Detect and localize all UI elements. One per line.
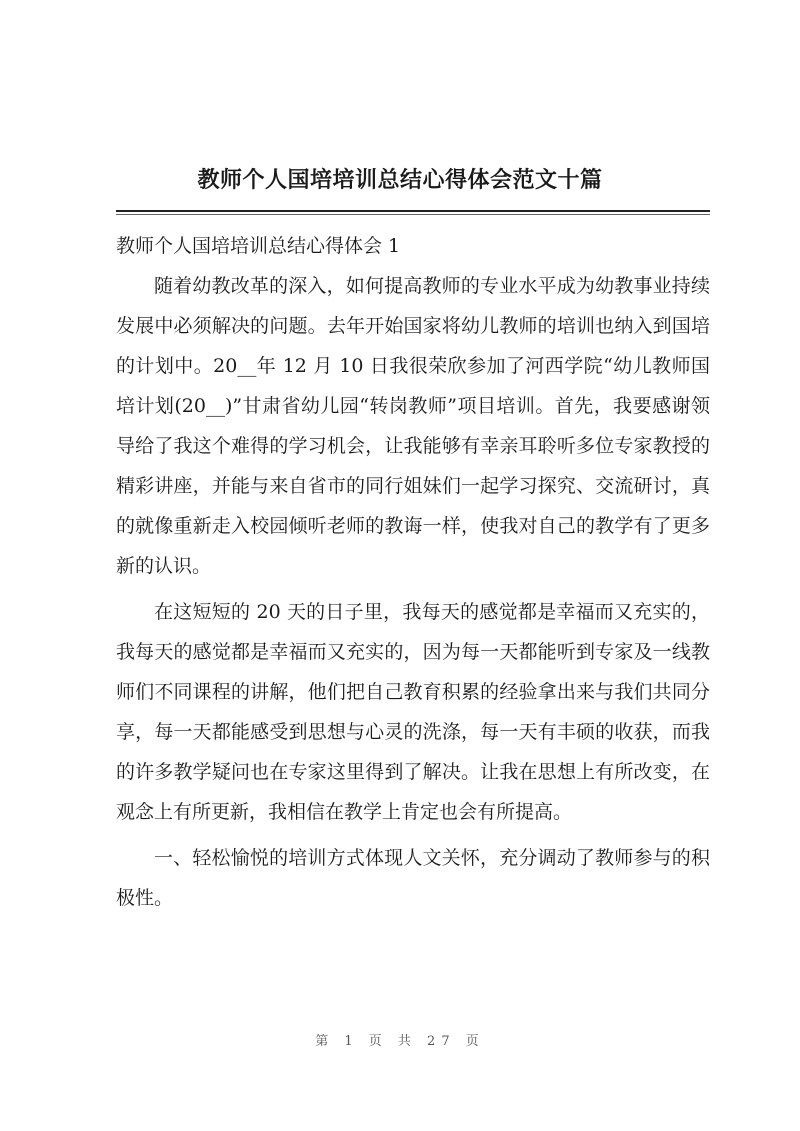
document-title: 教师个人国培培训总结心得体会范文十篇 bbox=[197, 167, 603, 193]
paragraph: 一、轻松愉悦的培训方式体现人文关怀，充分调动了教师参与的积极性。 bbox=[116, 847, 710, 909]
paragraph: 在这短短的 20 天的日子里，我每天的感觉都是幸福而又充实的，我每天的感觉都是幸福而又充实的，因为每一天都能听到专家及一线教师们不同课程的讲解，他们把自己教育积累的经验拿出来与我们共同分享，每一天都能感受到思想与心灵的洗涤，每一天有丰硕的收获，而我的许多教学疑问也在专家这里得到了解决。让我在思想上有所改变，在观念上有所更新，我相信在教学上肯定也会有所提高。 bbox=[116, 601, 710, 823]
section-heading: 教师个人国培培训总结心得体会 1 bbox=[116, 235, 401, 257]
paragraph: 随着幼教改革的深入，如何提高教师的专业水平成为幼教事业持续发展中必须解决的问题。去年开始国家将幼儿教师的培训也纳入到国培的计划中。20__年 12 月 10 日我很荣欣参加了河西学院“幼儿教师国培计划(20__)”甘肃省幼儿园“转岗教师”项目培训。首先，我要感谢领导给了我这个难得的学习机会，让我能够有幸亲耳聆听多位专家教授的精彩讲座，并能与来自省市的同行姐妹们一起学习探究、交流研讨，真的就像重新走入校园倾听老师的教诲一样，使我对自己的教学有了更多新的认识。 bbox=[116, 275, 710, 577]
title-divider bbox=[116, 210, 710, 212]
page-footer: 第 1 页 共 27 页 bbox=[315, 1034, 485, 1049]
document-body bbox=[116, 226, 710, 924]
title-divider-thin bbox=[116, 214, 710, 215]
